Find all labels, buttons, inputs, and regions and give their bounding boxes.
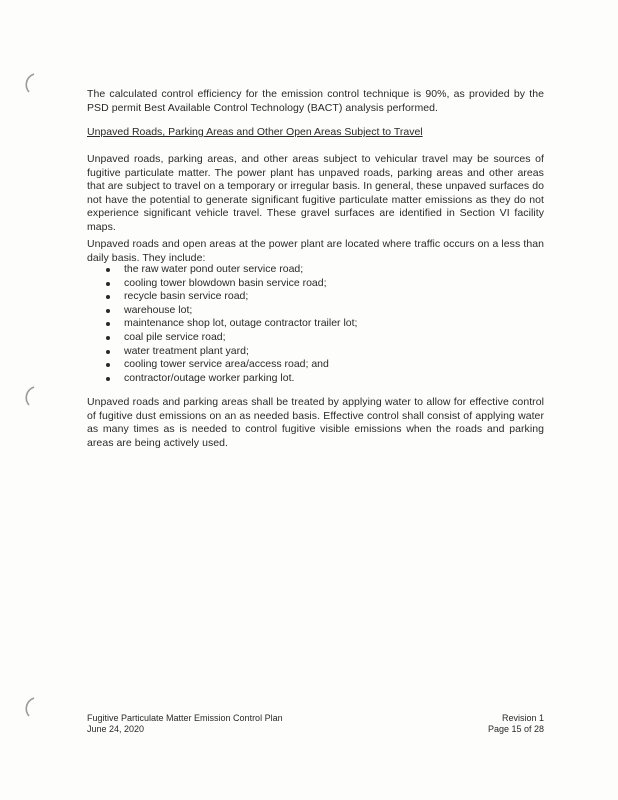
list-item: the raw water pond outer service road;: [106, 263, 536, 277]
list-item: recycle basin service road;: [106, 290, 536, 304]
footer-page-number: Page 15 of 28: [487, 724, 544, 734]
list-item: maintenance shop lot, outage contractor trailer lot;: [106, 317, 536, 331]
footer-date: June 24, 2020: [87, 724, 145, 734]
section-heading: Unpaved Roads, Parking Areas and Other Open Areas Subject to Travel: [87, 126, 423, 138]
bullet-icon: [106, 336, 110, 340]
list-item: cooling tower blowdown basin service road;: [106, 277, 536, 291]
list-item: coal pile service road;: [106, 331, 536, 345]
bullet-icon: [106, 282, 110, 286]
footer-document-title: Fugitive Particulate Matter Emission Control Plan: [87, 713, 283, 723]
footer-left: [87, 713, 283, 735]
paragraph-treatment-requirement: Unpaved roads and parking areas shall be treated by applying water to allow for effective control of fugitive dust emissions on an as needed basis. Effective control shall consist of applying water as many times as is needed to control fugitive visible emissions when the roads and parking areas are being actively used.: [87, 396, 544, 449]
bullet-icon: [106, 309, 110, 313]
bullet-icon: [106, 268, 110, 272]
paragraph-unpaved-roads-locations: Unpaved roads and open areas at the power plant are located where traffic occurs on a less than daily basis. They include:: [87, 238, 544, 264]
binder-hole-mark: [20, 385, 38, 407]
paragraph-control-efficiency: The calculated control efficiency for the emission control technique is 90%, as provided by the PSD permit Best Available Control Technology (BACT) analysis performed.: [87, 88, 544, 114]
footer-right: [488, 713, 544, 735]
bullet-icon: [106, 322, 110, 326]
bullet-icon: [106, 363, 110, 367]
binder-hole-mark: [20, 72, 38, 94]
bullet-icon: [106, 377, 110, 381]
list-item: water treatment plant yard;: [106, 345, 536, 359]
unpaved-areas-list: [106, 263, 536, 385]
binder-hole-mark: [20, 696, 38, 718]
paragraph-unpaved-roads-intro: Unpaved roads, parking areas, and other areas subject to vehicular travel may be sources of fugitive particulate matter. The power plant has unpaved roads, parking areas and other areas that are subject to travel on a temporary or irregular basis. In general, these unpaved surfaces do not have the potential to generate significant fugitive particulate matter emissions as they do not experience significant vehicle travel. These gravel surfaces are identified in Section VI facility maps.: [87, 153, 544, 233]
bullet-icon: [106, 295, 110, 299]
list-item: warehouse lot;: [106, 304, 536, 318]
list-item: cooling tower service area/access road; and: [106, 358, 536, 372]
list-item: contractor/outage worker parking lot.: [106, 372, 536, 386]
bullet-icon: [106, 350, 110, 354]
footer-revision: Revision 1: [501, 713, 544, 723]
